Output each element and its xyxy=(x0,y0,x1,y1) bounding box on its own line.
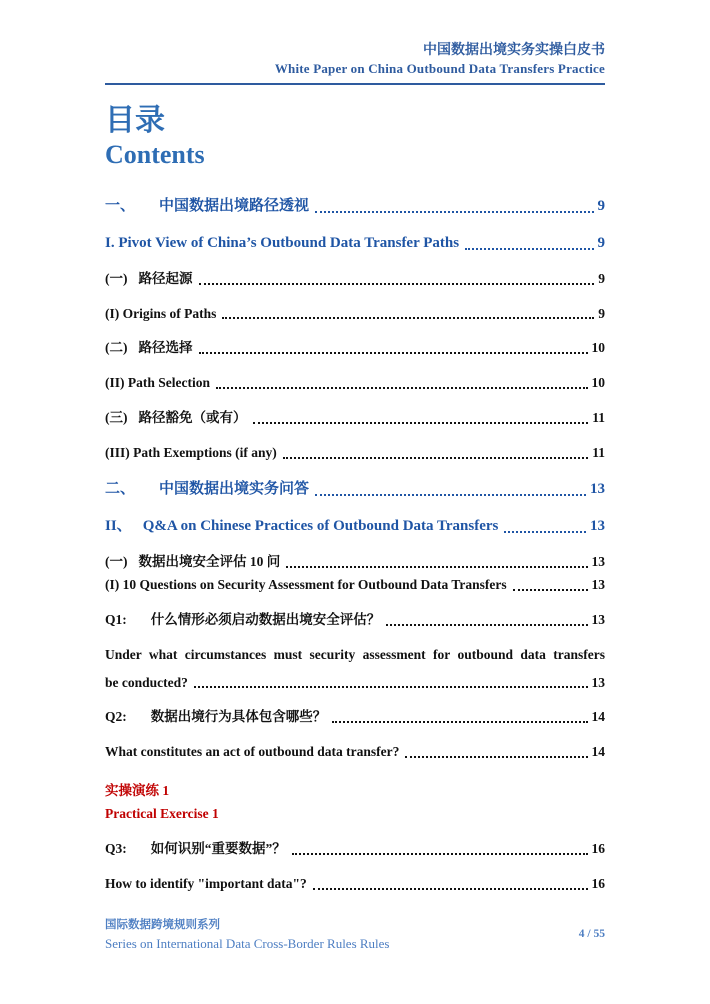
toc-entry-text: (I) Origins of Paths xyxy=(105,305,217,321)
toc-page-number: 13 xyxy=(591,611,605,627)
toc-page-number: 16 xyxy=(591,875,605,891)
toc-entry[interactable] xyxy=(105,576,605,595)
toc-entry-continuation xyxy=(105,674,605,693)
toc-leader xyxy=(504,531,586,533)
toc-entry[interactable] xyxy=(105,553,605,572)
toc-entry-prefix: (一) xyxy=(105,554,128,570)
page-footer xyxy=(105,916,605,954)
toc-entry[interactable] xyxy=(105,743,605,762)
toc-page-number: 9 xyxy=(597,234,605,251)
toc-entry-prefix: 一、 xyxy=(105,197,136,214)
toc-page-number: 13 xyxy=(590,481,605,498)
toc-entry-text: 实操演练 1 xyxy=(105,783,170,799)
toc-entry-text: I. Pivot View of China’s Outbound Data Transfer Paths xyxy=(105,234,460,251)
footer-series-zh: 国际数据跨境规则系列 xyxy=(105,919,220,931)
toc-title-zh: 目录 xyxy=(105,104,165,137)
toc-entry-text: 路径起源 xyxy=(138,270,193,286)
toc-leader xyxy=(286,566,587,568)
toc-page-number: 13 xyxy=(591,674,605,690)
toc-title-en: Contents xyxy=(105,139,205,169)
toc-entry-prefix: Q1: xyxy=(105,611,127,627)
toc-leader xyxy=(194,686,588,688)
toc-page-number: 11 xyxy=(592,410,605,426)
toc-entry-text: Q&A on Chinese Practices of Outbound Data Transfers xyxy=(142,518,499,535)
toc-page-number: 16 xyxy=(591,841,605,857)
toc-entry-prefix: 二、 xyxy=(105,481,136,498)
toc-entry[interactable] xyxy=(105,233,605,254)
toc-entry-prefix: (二) xyxy=(105,340,128,356)
toc-leader xyxy=(313,888,588,890)
toc-entry-text: 数据出境行为具体包含哪些？ xyxy=(150,709,327,725)
toc-entry-prefix: Q3: xyxy=(105,841,127,857)
toc-entry-text: 中国数据出境路径透视 xyxy=(159,197,310,214)
toc-entry[interactable] xyxy=(105,840,605,859)
toc-section xyxy=(105,104,605,894)
toc-entry[interactable] xyxy=(105,196,605,217)
toc-leader xyxy=(315,211,593,213)
toc-entry-prefix: Q2: xyxy=(105,709,127,725)
toc-leader xyxy=(332,721,587,723)
toc-leader xyxy=(216,387,588,389)
toc-entry[interactable] xyxy=(105,646,605,693)
toc-leader xyxy=(222,317,594,319)
toc-leader xyxy=(386,624,587,626)
toc-page-number: 13 xyxy=(591,554,605,570)
toc-entry-text: (II) Path Selection xyxy=(105,375,210,391)
toc-entry[interactable] xyxy=(105,611,605,630)
toc-leader xyxy=(513,589,588,591)
toc-leader xyxy=(199,283,595,285)
toc-entry-prefix: II、 xyxy=(105,518,132,535)
toc-entry[interactable] xyxy=(105,479,605,500)
toc-entry-text: be conducted? xyxy=(105,674,188,690)
toc-entry[interactable] xyxy=(105,374,605,393)
toc-page-number: 14 xyxy=(591,709,605,725)
toc-entry-text: 中国数据出境实务问答 xyxy=(159,481,310,498)
toc-leader xyxy=(315,494,586,496)
toc-leader xyxy=(465,248,593,250)
toc-entry[interactable] xyxy=(105,339,605,358)
toc-entry[interactable] xyxy=(105,409,605,428)
footer-page-number: 4 / 55 xyxy=(578,928,605,940)
toc-entry[interactable] xyxy=(105,444,605,463)
toc-entry-text: Under what circumstances must security assessment for outbound data transfers xyxy=(105,646,605,662)
toc-leader xyxy=(199,352,588,354)
toc-leader xyxy=(253,422,589,424)
toc-entry-text: 如何识别“重要数据”？ xyxy=(150,841,286,857)
toc-entry-prefix: (三) xyxy=(105,410,128,426)
toc-entry xyxy=(105,782,605,801)
toc-page-number: 9 xyxy=(597,197,605,214)
toc-entry-text: (III) Path Exemptions (if any) xyxy=(105,445,277,461)
toc-leader xyxy=(292,853,588,855)
footer-series xyxy=(105,916,390,954)
toc-page-number: 13 xyxy=(590,518,605,535)
toc-entry[interactable] xyxy=(105,516,605,537)
toc-entry-text: Practical Exercise 1 xyxy=(105,806,219,822)
toc-page-number: 11 xyxy=(592,445,605,461)
toc-page-number: 9 xyxy=(598,305,605,321)
footer-series-en: Series on International Data Cross-Border Rules Rules xyxy=(105,936,390,952)
toc-entry[interactable] xyxy=(105,708,605,727)
toc-page-number: 13 xyxy=(591,576,605,592)
toc-leader xyxy=(405,756,587,758)
toc-entry-text: 路径豁免（或有） xyxy=(138,410,247,426)
toc-entry xyxy=(105,805,605,824)
toc-entry-text: 数据出境安全评估 10 问 xyxy=(138,554,281,570)
page-header xyxy=(105,42,605,85)
toc-leader xyxy=(283,457,588,459)
toc-entry-text: 路径选择 xyxy=(138,340,193,356)
toc-page-number: 9 xyxy=(598,270,605,286)
toc-entry-text: What constitutes an act of outbound data transfer? xyxy=(105,744,400,760)
toc-page-number: 10 xyxy=(591,340,605,356)
header-title-en: White Paper on China Outbound Data Transfers Practice xyxy=(274,60,605,76)
toc-entry[interactable] xyxy=(105,305,605,324)
toc-entry-text: How to identify "important data"? xyxy=(105,875,307,891)
toc-list xyxy=(105,196,605,894)
toc-page-number: 14 xyxy=(591,744,605,760)
toc-entry-prefix: (一) xyxy=(105,270,128,286)
toc-entry-text: 什么情形必须启动数据出境安全评估？ xyxy=(150,611,381,627)
header-title-zh: 中国数据出境实务实操白皮书 xyxy=(423,43,605,58)
toc-page-number: 10 xyxy=(591,375,605,391)
toc-entry[interactable] xyxy=(105,875,605,894)
toc-entry-text: (I) 10 Questions on Security Assessment for Outbound Data Transfers xyxy=(105,576,507,592)
toc-entry[interactable] xyxy=(105,270,605,289)
